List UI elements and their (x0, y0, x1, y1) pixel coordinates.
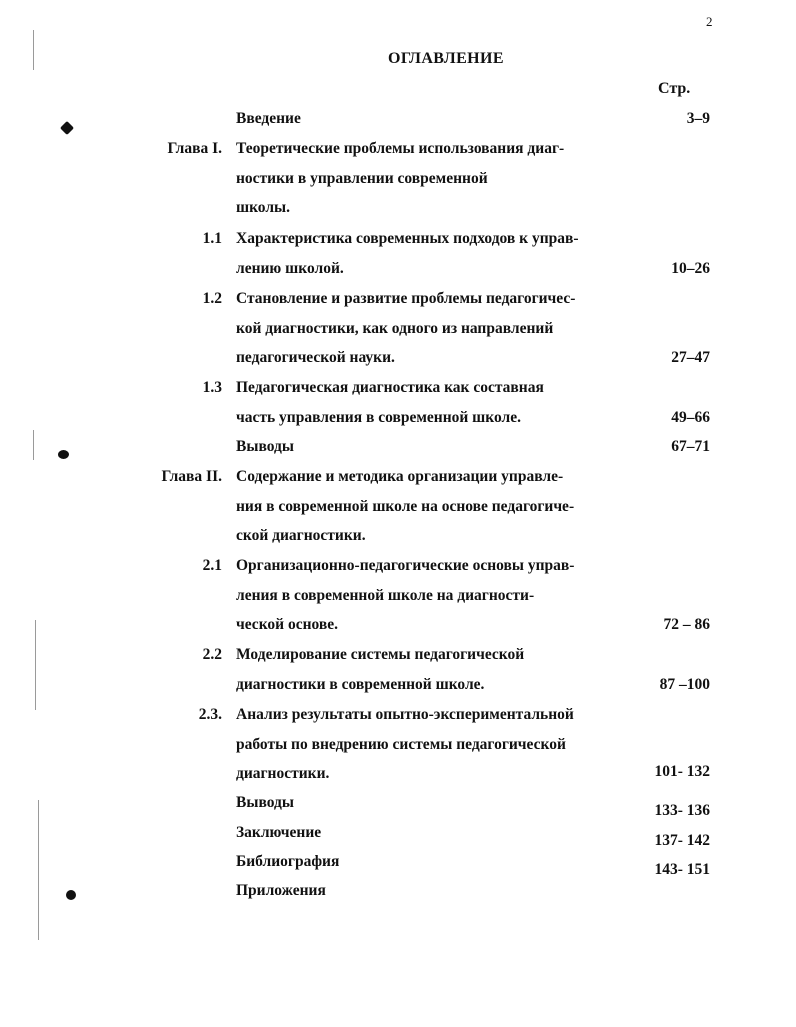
toc-entry-number: 2.2 (202, 646, 222, 663)
toc-entry-title: ческой основе. (236, 616, 339, 633)
toc-entry-title: Организационно-педагогические основы управ- (236, 557, 575, 574)
toc-entry-title: Теоретические проблемы использования диаг- (236, 140, 565, 157)
toc-entry-title: Выводы (236, 794, 294, 811)
toc-entry-number: 1.2 (202, 290, 222, 307)
scan-blot (66, 890, 76, 900)
toc-entry-title: ления в современной школе на диагности- (236, 587, 535, 604)
scan-blot (60, 121, 74, 135)
toc-entry-pages: 101- 132 (654, 763, 710, 780)
toc-entry-title: педагогической науки. (236, 349, 395, 366)
toc-entry-number: 2.1 (202, 557, 222, 574)
toc-entry-pages: 3–9 (686, 110, 710, 127)
page-number: 2 (706, 14, 713, 29)
toc-entry-title: Педагогическая диагностика как составная (236, 379, 544, 396)
toc-entry-title: кой диагностики, как одного из направлений (236, 320, 554, 337)
toc-entry-number: 2.3. (198, 706, 222, 723)
page-title: ОГЛАВЛЕНИЕ (388, 50, 504, 67)
toc-entry-title: Моделирование системы педагогической (236, 646, 525, 663)
toc-entry-pages: 72 – 86 (663, 616, 710, 633)
toc-entry-pages: 27–47 (671, 349, 710, 366)
toc-entry-pages: 67–71 (671, 438, 710, 455)
toc-entry-title: Становление и развитие проблемы педагогичес- (236, 290, 576, 307)
scan-blot (58, 450, 69, 459)
toc-entry-title: Анализ результаты опытно-экспериментальной (236, 706, 574, 723)
toc-entry-pages: 87 –100 (659, 676, 710, 693)
toc-entry-title: Приложения (236, 882, 326, 899)
toc-entry-pages: 49–66 (671, 409, 710, 426)
toc-entry-title: Содержание и методика организации управле- (236, 468, 564, 485)
toc-entry-number: Глава II. (161, 468, 222, 485)
toc-entry-title: Выводы (236, 438, 294, 455)
toc-entry-pages: 143- 151 (654, 861, 710, 878)
toc-entry-number: Глава I. (167, 140, 222, 157)
pages-column-header: Стр. (658, 80, 691, 97)
toc-entry-title: работы по внедрению системы педагогической (236, 736, 566, 753)
toc-entry-title: диагностики. (236, 765, 330, 782)
toc-entry-title: Введение (236, 110, 301, 127)
toc-entry-title: школы. (236, 199, 291, 216)
toc-entry-title: ностики в управлении современной (236, 170, 488, 187)
toc-entry-number: 1.3 (202, 379, 222, 396)
toc-entry-title: ской диагностики. (236, 527, 366, 544)
scan-margin-line (33, 30, 34, 70)
toc-entry-number: 1.1 (202, 230, 222, 247)
toc-entry-title: Характеристика современных подходов к управ- (236, 230, 579, 247)
toc-entry-pages: 10–26 (671, 260, 710, 277)
toc-entry-pages: 137- 142 (654, 832, 710, 849)
toc-entry-title: лению школой. (236, 260, 344, 277)
toc-entry-title: Библиография (236, 853, 340, 870)
scan-margin-line (35, 620, 36, 710)
toc-entry-title: диагностики в современной школе. (236, 676, 485, 693)
scan-margin-line (33, 430, 34, 460)
toc-entry-title: ния в современной школе на основе педагогиче- (236, 498, 575, 515)
scan-margin-line (38, 800, 39, 940)
toc-entry-pages: 133- 136 (654, 802, 710, 819)
toc-entry-title: часть управления в современной школе. (236, 409, 521, 426)
toc-entry-title: Заключение (236, 824, 322, 841)
